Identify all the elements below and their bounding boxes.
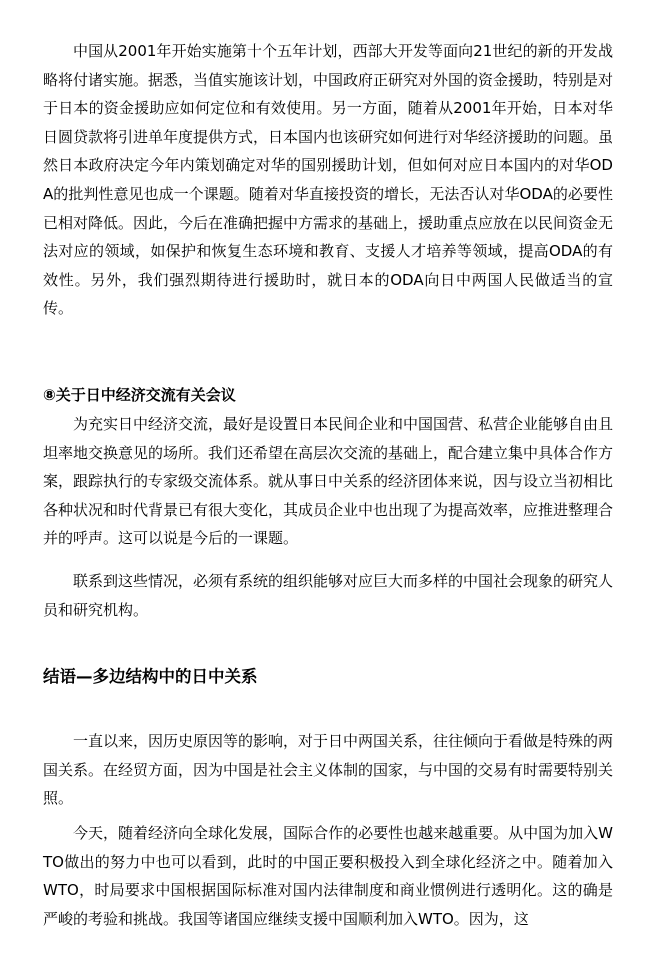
paragraph-five-year-plan: 中国从2001年开始实施第十个五年计划，西部大开发等面向21世纪的新的开发战略将付诸实施。据悉，当值实施该计划，中国政府正研究对外国的资金援助，特别是对于日本的资金援助应如何定位和有效使用。另一方面，随着从2001年开始，日本对华日圆贷款将引进单年度提供方式，日本国内也该研究如何进行对华经济援助的问题。虽然日本政府决定今年内策划确定对华的国别援助计划，但如何对应日本国内的对华ODA的批判性意见也成一个课题。随着对华直接投资的增长，无法否认对华ODA的必要性已相对降低。因此，今后在准确把握中方需求的基础上，援助重点应放在以民间资金无法对应的领域，如保护和恢复生态环境和教育、支援人才培养等领域，提高ODA的有效性。另外，我们强烈期待进行援助时，就日本的ODA向日中两国人民做适当的宣传。 xyxy=(43,42,614,318)
paragraph-research-organizations: 联系到这些情况，必须有系统的组织能够对应巨大而多样的中国社会现象的研究人员和研究机构。 xyxy=(43,572,614,619)
paragraph-globalization-wto: 今天，随着经济向全球化发展，国际合作的必要性也越来越重要。从中国为加入WTO做出的努力中也可以看到，此时的中国正要积极投入到全球化经济之中。随着加入WTO，时局要求中国根据国际标准对国内法律制度和商业惯例进行透明化。这的确是严峻的考验和挑战。我国等诸国应继续支援中国顺利加入WTO。因为，这 xyxy=(43,824,613,928)
paragraph-economic-exchange: 为充实日中经济交流，最好是设置日本民间企业和中国国营、私营企业能够自由且坦率地交换意见的场所。我们还希望在高层次交流的基础上，配合建立集中具体合作方案，跟踪执行的专家级交流体系。就从事日中关系的经济团体来说，因与设立当初相比各种状况和时代背景已有很大变化，其成员企业中也出现了为提高效率，应推进整理合并的呼声。这可以说是今后的一课题。 xyxy=(43,415,614,548)
paragraph-special-relations: 一直以来，因历史原因等的影响，对于日中两国关系，往往倾向于看做是特殊的两国关系。在经贸方面，因为中国是社会主义体制的国家，与中国的交易有时需要特别关照。 xyxy=(43,732,614,808)
section-heading-economic-exchange: ⑧关于日中经济交流有关会议 xyxy=(43,386,236,404)
conclusion-heading: 结语—多边结构中的日中关系 xyxy=(43,667,258,686)
